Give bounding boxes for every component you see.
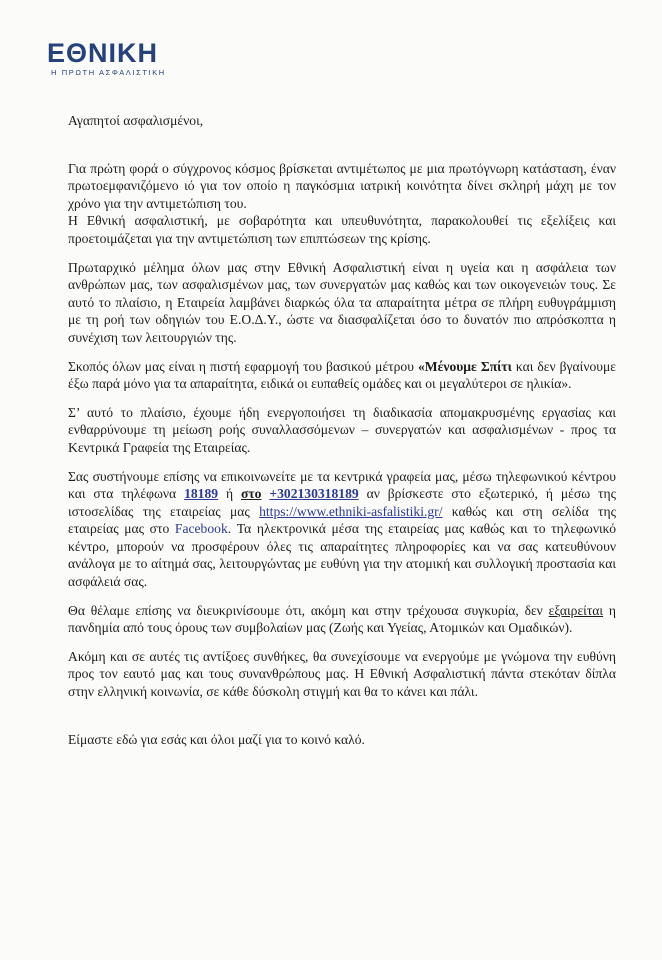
website-link[interactable]: https://www.ethniki-asfalistiki.gr/ [259,503,443,519]
logo-brand-name: ΕΘΝΙΚΗ [47,38,159,68]
paragraph-stay-home [68,358,616,393]
paragraph-coverage [68,602,616,637]
contact-text-c: αν βρίσκεστε στο εξωτερικό, ή μέσω της ιστοσελίδας της εταιρείας μας [68,486,617,519]
paragraph-monitoring: Η Εθνική ασφαλιστική, με σοβαρότητα και υπευθυνότητα, παρακολουθεί τις εξελίξεις και προετοιμάζεται για την αντιμετώπιση των επιπτώσεων της κρίσης. [68,213,616,246]
contact-text-a: Σας συστήνουμε επίσης να επικοινωνείτε με τα κεντρικά γραφεία μας, μέσω τηλεφωνικού κέντρου και στα τηλέφωνα [68,468,616,502]
logo-tagline: Η ΠΡΩΤΗ ΑΣΦΑΛΙΣΤΙΚΗ [51,68,166,77]
coverage-text-a: Θα θέλαμε επίσης να διευκρινίσουμε ότι, ακόμη και στην τρέχουσα συγκυρία, δεν [68,602,549,618]
contact-text-e: . Τα ηλεκτρονικά μέσα της εταιρείας μας καθώς και το τηλεφωνικό κέντρο, μπορούν να προσφέρουν όλες τις απαραίτητες πληροφορίες και να σας κατευθύνουν ανάλογα με το αίτημά σας, λειτουργώντας με ευθύνη για την ατομική και συλλογική προστασία και ασφάλειά σας. [68,521,616,590]
paragraph-commitment: Ακόμη και σε αυτές τις αντίξοες συνθήκες, θα συνεχίσουμε να ενεργούμε με γνώμονα την ευθύνη προς τον εαυτό μας και τους συνανθρώπους μας. Η Εθνική Ασφαλιστική πάντα στεκόταν δίπλα στην ελληνική κοινωνία, σε κάθε δύσκολη στιγμή και θα το κάνει και πάλι. [68,648,616,700]
stay-home-slogan: «Μένουμε Σπίτι [417,358,512,374]
contact-text-sto: στο [240,486,262,502]
phone-link-local[interactable]: 18189 [184,486,219,502]
letter-greeting: Αγαπητοί ασφαλισμένοι, [68,113,204,128]
stay-home-text-end: και δεν βγαίνουμε έξω παρά μόνο για τα απαραίτητα, ειδικά οι ευπαθείς ομάδες και οι μεγαλύτεροι σε ηλικία». [68,358,617,392]
contact-text-d: καθώς και στη σελίδα της εταιρείας μας στο [68,503,616,537]
paragraph-intro: Για πρώτη φορά ο σύγχρονος κόσμος βρίσκεται αντιμέτωπος με μια πρωτόγνωρη κατάσταση, έναν πρωτοεμφανιζόμενο ιό για τον οποίο η παγκόσμια ιατρική κοινότητα δίνει σκληρή μάχη με τον χρόνο για την αντιμετώπιση του. [68,160,616,211]
paragraph-remote-work: Σ’ αυτό το πλαίσιο, έχουμε ήδη ενεργοποιήσει τη διαδικασία απομακρυσμένης εργασίας και ενθαρρύνουμε τη μείωση ροής συναλλασσόμενων – συνεργατών και ασφαλισμένων - προς τα Κεντρικά Γραφεία της Εταιρείας. [68,404,616,455]
letter-body [68,112,616,759]
facebook-link[interactable]: Facebook [174,521,228,537]
paragraph-contact [68,468,616,591]
contact-text-b: ή [218,486,241,502]
paragraph-priority: Πρωταρχικό μέλημα όλων μας στην Εθνική Ασφαλιστική είναι η υγεία και η ασφάλεια των ανθρώπων μας, των ασφαλισμένων μας, των συνεργατών μας καθώς και των οικογενειών τους. Σε αυτό το πλαίσιο, η Εταιρεία λαμβάνει διαρκώς όλα τα απαραίτητα μέτρα σε πλήρη ευθυγράμμιση με τη ροή των οδηγιών του Ε.Ο.Δ.Υ., ώστε να διασφαλίζεται όσο το δυνατόν πιο απρόσκοπτα η συνέχιση των λειτουργιών της. [68,259,616,345]
letter-closing: Είμαστε εδώ για εσάς και όλοι μαζί για το κοινό καλό. [68,731,365,747]
coverage-text-b: η πανδημία από τους όρους των συμβολαίων μας (Ζωής και Υγείας, Ατομικών και Ομαδικών). [68,602,616,636]
company-logo [47,40,166,77]
stay-home-text-start: Σκοπός όλων μας είναι η πιστή εφαρμογή του βασικού μέτρου [68,358,418,374]
coverage-emphasis: εξαιρείται [548,602,604,618]
phone-link-abroad[interactable]: +302130318189 [269,486,359,502]
